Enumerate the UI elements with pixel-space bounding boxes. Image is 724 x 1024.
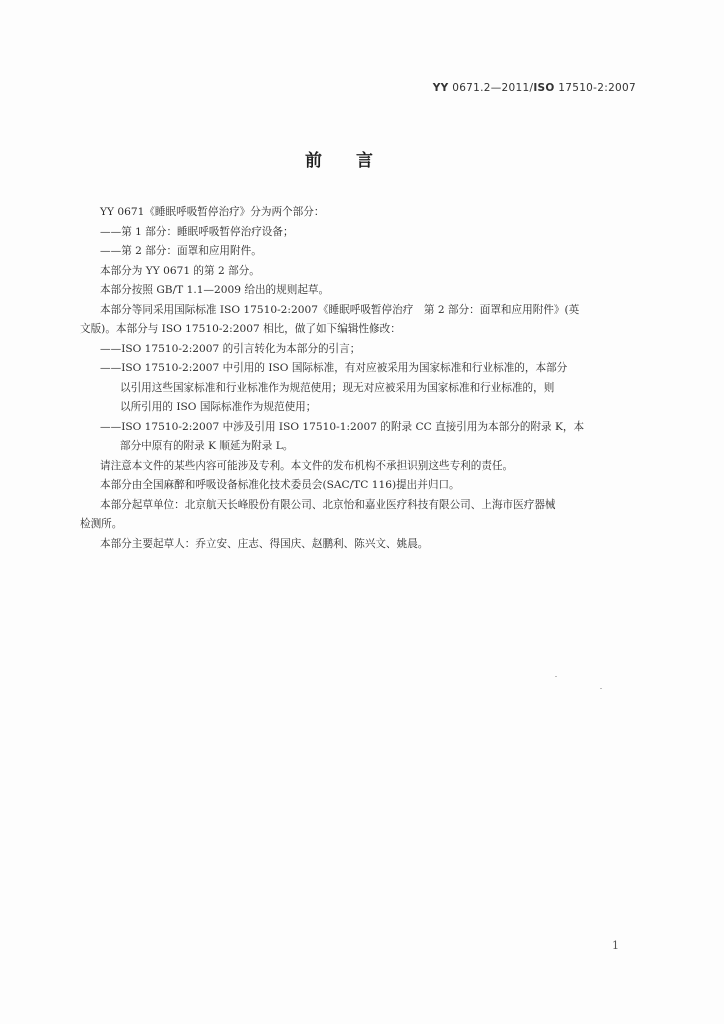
list-item-annex-line2: 部分中原有的附录 K 顺延为附录 L。 (120, 440, 294, 452)
paragraph-proposed-by: 本部分由全国麻醉和呼吸设备标准化技术委员会(SAC/TC 116)提出并归口。 (100, 479, 460, 491)
paragraph-drafting-units-line1: 本部分起草单位：北京航天长峰股份有限公司、北京怡和嘉业医疗科技有限公司、上海市医疗器械 (100, 498, 556, 511)
list-item-references-line1: ——ISO 17510-2:2007 中引用的 ISO 国际标准，有对应被采用为国家标准和行业标准的，本部分 (100, 362, 568, 374)
list-item-part-2: ——第 2 部分：面罩和应用附件。 (100, 245, 262, 257)
paragraph-patent-notice: 请注意本文件的某些内容可能涉及专利。本文件的发布机构不承担识别这些专利的责任。 (100, 459, 514, 472)
list-item-references-line3: 以所引用的 ISO 国际标准作为规范使用； (120, 401, 317, 413)
list-item-references-line2: 以引用这些国家标准和行业标准作为规范使用；现无对应被采用为国家标准和行业标准的，则 (120, 381, 555, 394)
standard-code-header (433, 82, 636, 94)
code-suffix: 17510-2:2007 (558, 82, 636, 94)
paragraph-drafting-units-line2: 检测所。 (80, 518, 123, 530)
foreword-body (80, 203, 640, 554)
paragraph-iso-adoption-line2: 文版)。本部分与 ISO 17510-2:2007 相比，做了如下编辑性修改： (80, 323, 401, 335)
list-item-part-1: ——第 1 部分：睡眠呼吸暂停治疗设备； (100, 225, 294, 238)
list-item-introduction: ——ISO 17510-2:2007 的引言转化为本部分的引言； (100, 342, 361, 355)
paragraph-drafting-rules: 本部分按照 GB/T 1.1—2009 给出的规则起草。 (100, 284, 330, 296)
scan-speck (555, 676, 557, 677)
paragraph-this-part: 本部分为 YY 0671 的第 2 部分。 (100, 264, 260, 277)
page-title: 前言 (305, 151, 407, 171)
scan-speck (600, 688, 602, 689)
paragraph-iso-adoption-line1: 本部分等同采用国际标准 ISO 17510-2:2007《睡眠呼吸暂停治疗 第 2 部分：面罩和应用附件》(英 (100, 303, 580, 316)
code-iso: ISO (533, 82, 555, 94)
code-mid: 0671.2—2011/ (452, 82, 534, 94)
list-item-annex-line1: ——ISO 17510-2:2007 中涉及引用 ISO 17510-1:2007 的附录 CC 直接引用为本部分的附录 K，本 (100, 420, 585, 433)
paragraph-drafters: 本部分主要起草人：乔立安、庄志、得国庆、赵鹏利、陈兴文、姚晨。 (100, 537, 429, 550)
page-number: 1 (612, 939, 619, 952)
code-prefix: YY (432, 82, 449, 94)
paragraph-parts-intro: YY 0671《睡眠呼吸暂停治疗》分为两个部分： (100, 206, 325, 218)
